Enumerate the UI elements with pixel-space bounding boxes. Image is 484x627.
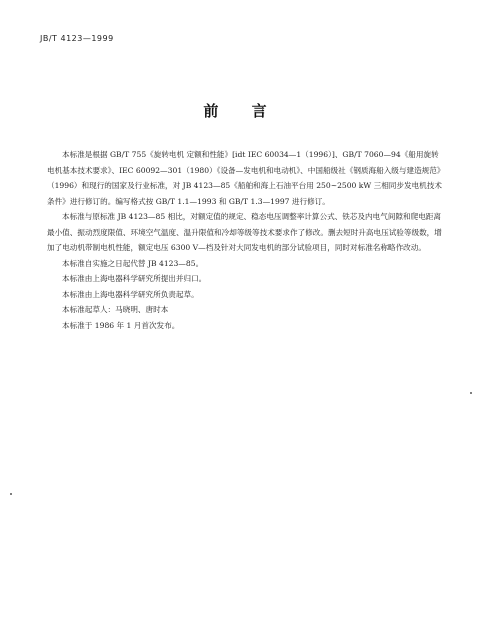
page-title: 前 言 xyxy=(203,102,281,120)
scan-speck xyxy=(470,392,472,394)
paragraph-revision-basis: 本标准是根据 GB/T 755《旋转电机 定额和性能》[idt IEC 60034—1（1996）]、GB/T 7060—94《船用旋转电机基本技术要求》、IEC 60092—301（1980）《设备—发电机和电动机》、中国船级社《钢质海船入级与建造规范》（1996）和现行的国家及行业标准，对 JB 4123—85《船舶和海上石油平台用 250~2500 kW 三相同步发电机技术条件》进行修订的。编写格式按 GB/T 1.1—1993 和 GB/T 1.3—1997 进行修订。 xyxy=(47,150,445,206)
paragraph-first-issue: 本标准于 1986 年 1 月首次发布。 xyxy=(62,320,180,330)
foreword-body xyxy=(47,147,445,333)
paragraph-changes: 本标准与原标准 JB 4123—85 相比，对额定值的规定、稳态电压调整率计算公式、铁芯及内电气间隙和爬电距离最小值、振动烈度限值、环境空气温度、温升限值和冷却等级等技术要求作了修改。删去短时升高电压试验等级数，增加了电动机带制电机性能，额定电压 6300 V—档及针对大同发电机的部分试验项目，同时对标准名称略作改动。 xyxy=(47,212,442,252)
paragraph-drafters: 本标准起草人：马晓明、唐时本 xyxy=(62,305,169,314)
scan-speck xyxy=(10,493,12,495)
paragraph-drafting-unit: 本标准由上海电器科学研究所负责起草。 xyxy=(62,289,199,299)
paragraph-proposer: 本标准由上海电器科学研究所提出并归口。 xyxy=(62,274,207,283)
paragraph-replacement: 本标准自实施之日起代替 JB 4123—85。 xyxy=(62,258,204,268)
standard-code: JB/T 4123—1999 xyxy=(40,34,114,43)
